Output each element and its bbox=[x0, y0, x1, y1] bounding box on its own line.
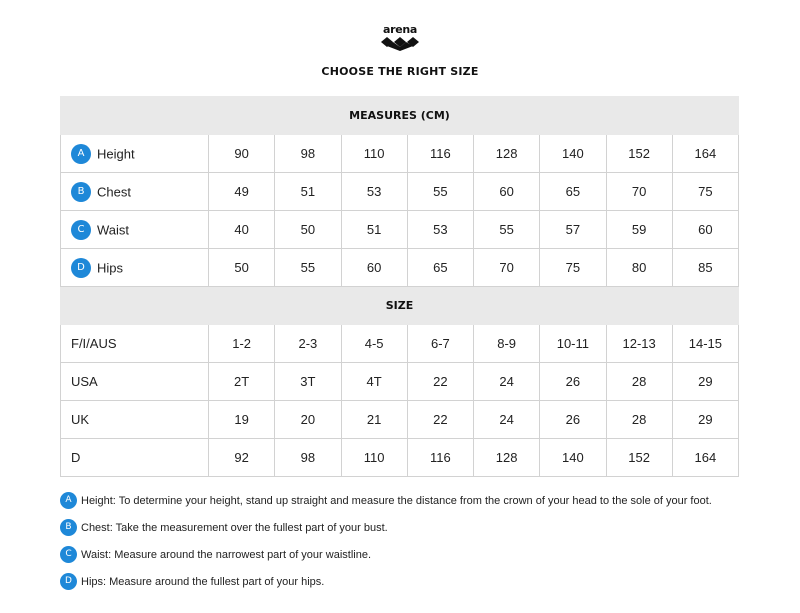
table-cell: 70 bbox=[606, 173, 672, 211]
badge-a-icon: A bbox=[60, 492, 77, 509]
note-text: Chest: Take the measurement over the fullest part of your bust. bbox=[81, 521, 388, 534]
note-text: Waist: Measure around the narrowest part of your waistline. bbox=[81, 548, 372, 561]
badge-b-icon: B bbox=[71, 182, 91, 202]
table-cell: 50 bbox=[209, 249, 275, 287]
table-cell: 116 bbox=[407, 135, 473, 173]
table-cell: 49 bbox=[209, 173, 275, 211]
table-cell: 4-5 bbox=[341, 325, 407, 363]
badge-c-icon: C bbox=[60, 546, 77, 563]
measures-header: MEASURES (CM) bbox=[61, 97, 739, 135]
table-row bbox=[61, 363, 739, 401]
badge-d-icon: D bbox=[71, 258, 91, 278]
table-cell: 80 bbox=[606, 249, 672, 287]
table-cell: 55 bbox=[474, 211, 540, 249]
table-cell: 164 bbox=[672, 439, 738, 477]
measurement-notes bbox=[60, 487, 760, 595]
size-header: SIZE bbox=[61, 287, 739, 325]
row-label: USA bbox=[61, 363, 209, 401]
table-row bbox=[61, 173, 739, 211]
table-cell: 75 bbox=[672, 173, 738, 211]
table-cell: 110 bbox=[341, 135, 407, 173]
size-header-row bbox=[61, 287, 739, 325]
table-cell: 60 bbox=[341, 249, 407, 287]
table-cell: 8-9 bbox=[474, 325, 540, 363]
table-cell: 40 bbox=[209, 211, 275, 249]
table-cell: 14-15 bbox=[672, 325, 738, 363]
table-cell: 22 bbox=[407, 363, 473, 401]
table-cell: 92 bbox=[209, 439, 275, 477]
table-cell: 70 bbox=[474, 249, 540, 287]
row-label bbox=[61, 173, 209, 211]
table-cell: 65 bbox=[407, 249, 473, 287]
table-cell: 85 bbox=[672, 249, 738, 287]
table-row bbox=[61, 439, 739, 477]
table-cell: 57 bbox=[540, 211, 606, 249]
note-text: Hips: Measure around the fullest part of your hips. bbox=[81, 575, 325, 588]
table-cell: 2T bbox=[209, 363, 275, 401]
table-cell: 4T bbox=[341, 363, 407, 401]
row-label-text: Height bbox=[97, 146, 135, 161]
table-row bbox=[61, 249, 739, 287]
table-cell: 55 bbox=[275, 249, 341, 287]
note-hips bbox=[60, 568, 760, 595]
table-cell: 28 bbox=[606, 363, 672, 401]
table-cell: 22 bbox=[407, 401, 473, 439]
table-cell: 29 bbox=[672, 401, 738, 439]
note-chest bbox=[60, 514, 760, 541]
row-label-text: Waist bbox=[97, 222, 130, 237]
table-cell: 21 bbox=[341, 401, 407, 439]
table-row bbox=[61, 325, 739, 363]
row-label bbox=[61, 135, 209, 173]
table-cell: 26 bbox=[540, 363, 606, 401]
diamond-logo-icon bbox=[381, 37, 419, 51]
badge-a-icon: A bbox=[71, 144, 91, 164]
row-label: F/I/AUS bbox=[61, 325, 209, 363]
table-cell: 128 bbox=[474, 135, 540, 173]
table-cell: 140 bbox=[540, 135, 606, 173]
table-cell: 6-7 bbox=[407, 325, 473, 363]
table-cell: 116 bbox=[407, 439, 473, 477]
table-cell: 53 bbox=[407, 211, 473, 249]
table-cell: 140 bbox=[540, 439, 606, 477]
table-cell: 51 bbox=[275, 173, 341, 211]
badge-c-icon: C bbox=[71, 220, 91, 240]
table-cell: 20 bbox=[275, 401, 341, 439]
table-cell: 51 bbox=[341, 211, 407, 249]
table-cell: 90 bbox=[209, 135, 275, 173]
table-cell: 24 bbox=[474, 401, 540, 439]
arena-logo bbox=[380, 24, 420, 52]
note-height bbox=[60, 487, 760, 514]
table-row bbox=[61, 135, 739, 173]
measures-header-row bbox=[61, 97, 739, 135]
row-label: D bbox=[61, 439, 209, 477]
row-label bbox=[61, 249, 209, 287]
table-cell: 164 bbox=[672, 135, 738, 173]
table-cell: 28 bbox=[606, 401, 672, 439]
row-label-text: Chest bbox=[97, 184, 131, 199]
table-cell: 65 bbox=[540, 173, 606, 211]
table-cell: 60 bbox=[474, 173, 540, 211]
table-cell: 75 bbox=[540, 249, 606, 287]
table-cell: 3T bbox=[275, 363, 341, 401]
table-cell: 55 bbox=[407, 173, 473, 211]
table-row bbox=[61, 401, 739, 439]
table-cell: 152 bbox=[606, 439, 672, 477]
table-cell: 1-2 bbox=[209, 325, 275, 363]
table-cell: 50 bbox=[275, 211, 341, 249]
badge-d-icon: D bbox=[60, 573, 77, 590]
row-label: UK bbox=[61, 401, 209, 439]
page-title: CHOOSE THE RIGHT SIZE bbox=[321, 65, 479, 78]
table-cell: 26 bbox=[540, 401, 606, 439]
table-cell: 29 bbox=[672, 363, 738, 401]
row-label-text: Hips bbox=[97, 260, 124, 275]
table-cell: 10-11 bbox=[540, 325, 606, 363]
table-cell: 60 bbox=[672, 211, 738, 249]
table-cell: 98 bbox=[275, 135, 341, 173]
table-cell: 98 bbox=[275, 439, 341, 477]
table-row bbox=[61, 211, 739, 249]
logo-text: arena bbox=[382, 23, 418, 36]
table-cell: 2-3 bbox=[275, 325, 341, 363]
table-cell: 12-13 bbox=[606, 325, 672, 363]
table-cell: 110 bbox=[341, 439, 407, 477]
table-cell: 24 bbox=[474, 363, 540, 401]
badge-b-icon: B bbox=[60, 519, 77, 536]
note-text: Height: To determine your height, stand up straight and measure the distance from the crown of your head to the sole of your foot. bbox=[81, 494, 712, 507]
note-waist bbox=[60, 541, 760, 568]
row-label bbox=[61, 211, 209, 249]
table-cell: 152 bbox=[606, 135, 672, 173]
table-cell: 53 bbox=[341, 173, 407, 211]
size-chart-table bbox=[60, 96, 739, 477]
table-cell: 128 bbox=[474, 439, 540, 477]
table-cell: 19 bbox=[209, 401, 275, 439]
table-cell: 59 bbox=[606, 211, 672, 249]
